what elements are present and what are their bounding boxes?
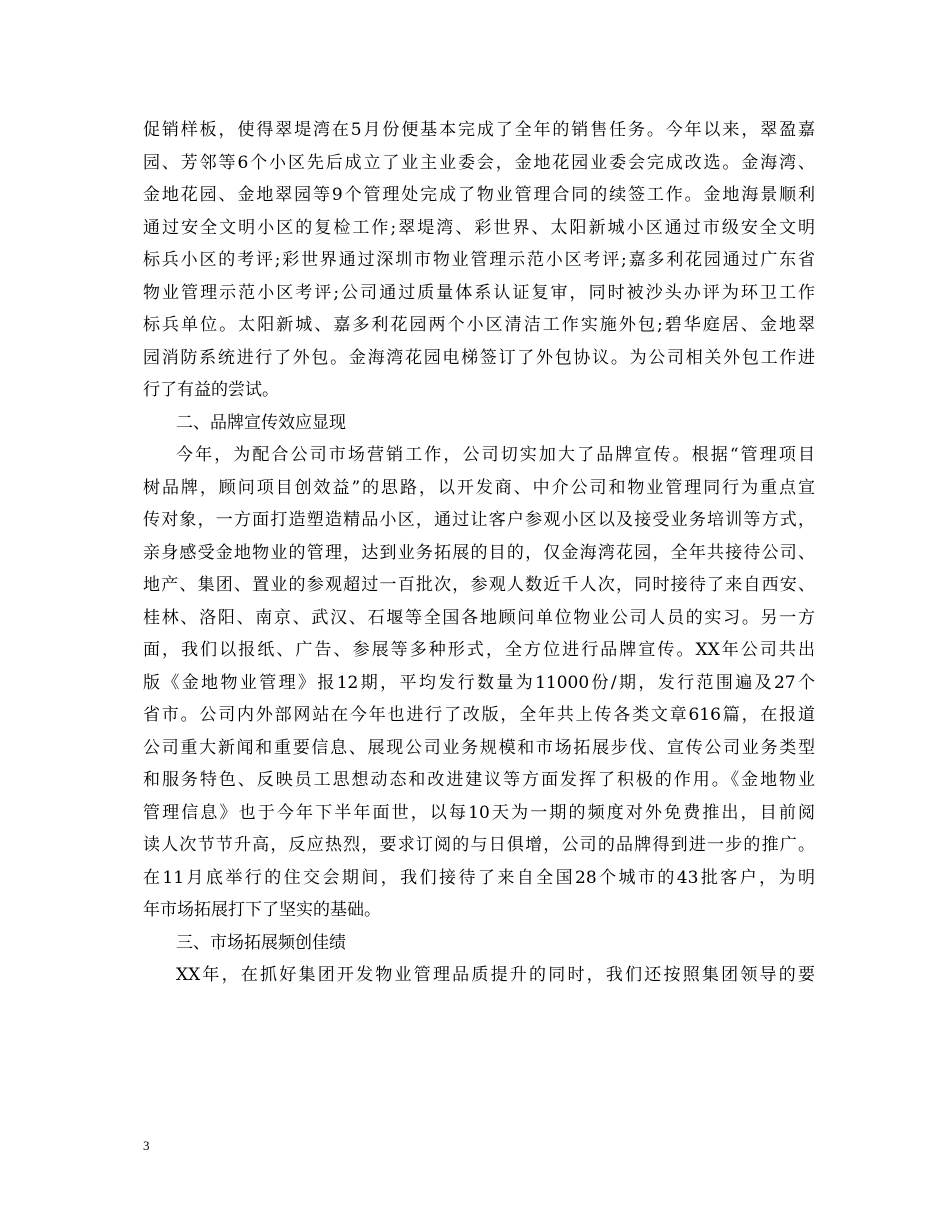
text-line: 物业管理示范小区考评;公司通过质量体系认证复审，同时被沙头办评为环卫工作 — [143, 282, 815, 303]
text-line: 省市。公司内外部网站在今年也进行了改版，全年共上传各类文章616篇，在报道 — [143, 705, 815, 725]
section-heading-brand: 二、品牌宣传效应显现 — [176, 412, 346, 433]
text-line: 标兵小区的考评;彩世界通过深圳市物业管理示范小区考评;嘉多利花园通过广东省 — [143, 250, 815, 270]
text-line: 和服务特色、反映员工思想动态和改进建议等方面发挥了积极的作用。《金地物业 — [143, 770, 815, 790]
text-line: 读人次节节升高，反应热烈，要求订阅的与日俱增，公司的品牌得到进一步的推广。 — [143, 835, 815, 855]
paragraph-market-expansion — [143, 959, 815, 992]
text-line: 在11月底举行的住交会期间，我们接待了来自全国28个城市的43批客户，为明 — [143, 867, 815, 888]
text-line: 金地花园、金地翠园等9个管理处完成了物业管理合同的续签工作。金地海景顺利 — [143, 185, 815, 205]
text-line: 树品牌，顾问项目创效益”的思路，以开发商、中介公司和物业管理同行为重点宣 — [143, 477, 815, 498]
text-line: 今年，为配合公司市场营销工作，公司切实加大了品牌宣传。根据“管理项目 — [176, 445, 815, 465]
text-line: XX年，在抓好集团开发物业管理品质提升的同时，我们还按照集团领导的要 — [176, 965, 815, 985]
section-heading-market: 三、市场拓展频创佳绩 — [176, 932, 346, 953]
text-line: 标兵单位。太阳新城、嘉多利花园两个小区清洁工作实施外包;碧华庭居、金地翠 — [143, 315, 815, 335]
paragraph-brand-promotion — [143, 439, 815, 927]
text-line: 管理信息》也于今年下半年面世，以每10天为一期的频度对外免费推出，目前阅 — [143, 802, 815, 823]
text-line: 通过安全文明小区的复检工作;翠堤湾、彩世界、太阳新城小区通过市级安全文明 — [143, 217, 815, 238]
text-line: 园消防系统进行了外包。金海湾花园电梯签订了外包协议。为公司相关外包工作进 — [143, 347, 815, 368]
document-body — [143, 114, 815, 992]
text-line: 桂林、洛阳、南京、武汉、石堰等全国各地顾问单位物业公司人员的实习。另一方 — [143, 607, 815, 628]
text-line: 传对象，一方面打造塑造精品小区，通过让客户参观小区以及接受业务培训等方式， — [143, 510, 815, 530]
paragraph-achievements — [143, 114, 815, 407]
text-line: 版《金地物业管理》报12期，平均发行数量为11000份/期，发行范围遍及27个 — [143, 672, 815, 693]
text-line: 面，我们以报纸、广告、参展等多种形式，全方位进行品牌宣传。XX年公司共出 — [143, 640, 815, 660]
text-line: 促销样板，使得翠堤湾在5月份便基本完成了全年的销售任务。今年以来，翠盈嘉 — [143, 120, 815, 140]
text-line: 公司重大新闻和重要信息、展现公司业务规模和市场拓展步伐、宣传公司业务类型 — [143, 737, 815, 758]
text-line: 年市场拓展打下了坚实的基础。 — [143, 900, 381, 920]
text-line: 行了有益的尝试。 — [143, 380, 279, 400]
text-line: 园、芳邻等6个小区先后成立了业主业委会，金地花园业委会完成改选。金海湾、 — [143, 152, 815, 173]
text-line: 地产、集团、置业的参观超过一百批次，参观人数近千人次，同时接待了来自西安、 — [143, 575, 815, 595]
page-number: 3 — [143, 1138, 150, 1153]
text-line: 亲身感受金地物业的管理，达到业务拓展的目的，仅金海湾花园，全年共接待公司、 — [143, 542, 815, 563]
